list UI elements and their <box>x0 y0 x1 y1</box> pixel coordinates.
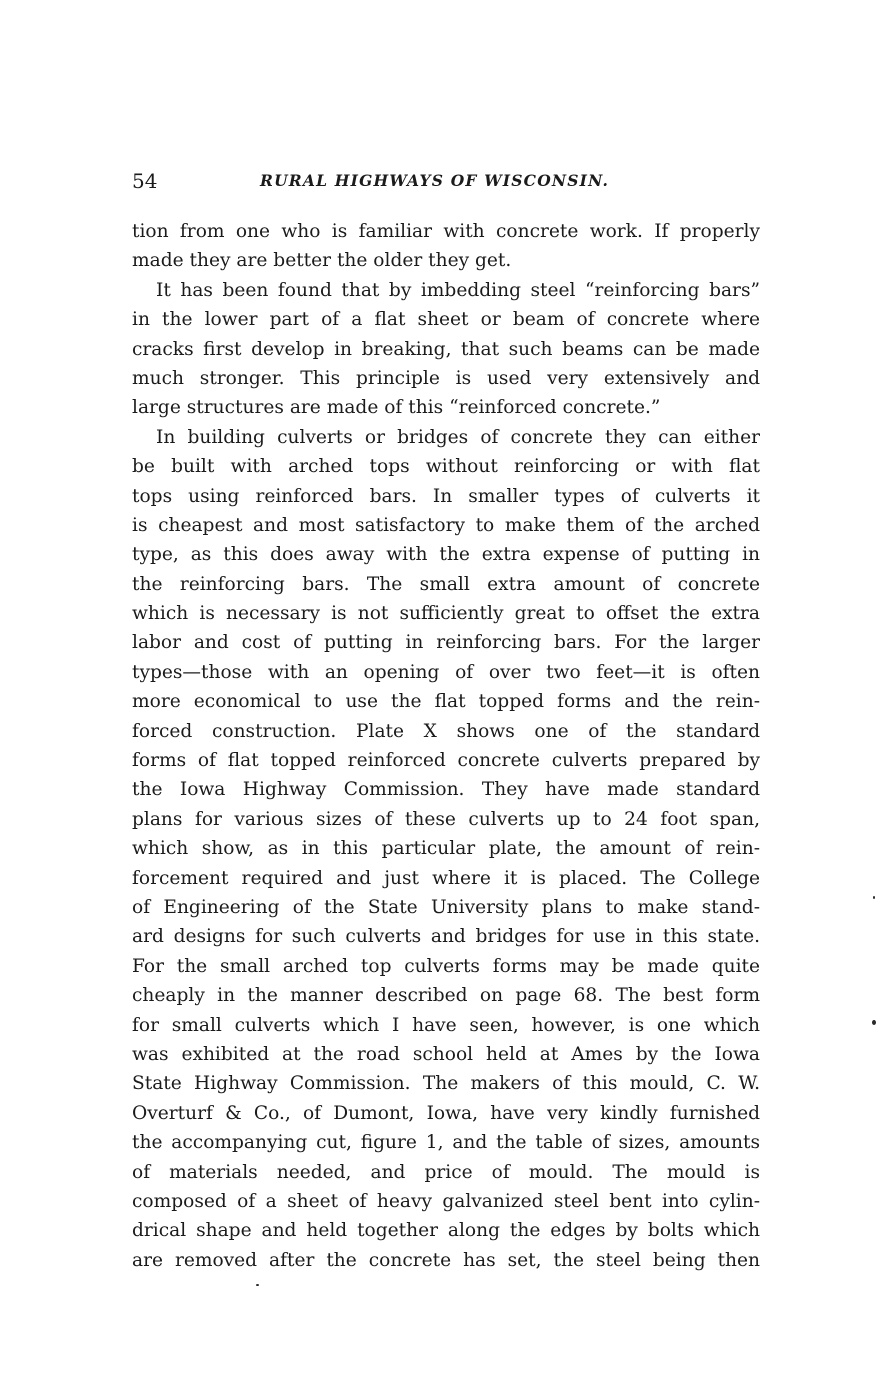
text-line: State Highway Commission. The makers of this mould, C. W. <box>132 1073 760 1095</box>
text-line: cheaply in the manner described on page 68. The best form <box>132 985 760 1007</box>
text-line: was exhibited at the road school held at Ames by the Iowa <box>132 1043 760 1065</box>
text-line: of materials needed, and price of mould. The mould is <box>132 1161 760 1183</box>
text-line: ard designs for such culverts and bridges for use in this state. <box>132 926 760 948</box>
text-line: forcement required and just where it is placed. The College <box>132 867 760 889</box>
text-line: For the small arched top culverts forms may be made quite <box>132 955 760 977</box>
text-line: plans for various sizes of these culverts up to 24 foot span, <box>132 808 760 830</box>
text-line: Overturf & Co., of Dumont, Iowa, have very kindly furnished <box>132 1102 760 1124</box>
text-line: much stronger. This principle is used very extensively and <box>132 367 760 389</box>
text-line: composed of a sheet of heavy galvanized steel bent into cylin- <box>132 1190 760 1212</box>
scan-speck <box>256 1284 259 1286</box>
page-header <box>132 166 760 196</box>
text-line: the reinforcing bars. The small extra amount of concrete <box>132 573 760 595</box>
text-line: It has been found that by imbedding steel “reinforcing bars” <box>156 279 760 301</box>
text-line: tion from one who is familiar with concrete work. If properly <box>132 221 760 242</box>
running-title: RURAL HIGHWAYS OF WISCONSIN. <box>260 171 610 190</box>
text-line: more economical to use the flat topped forms and the rein- <box>132 691 760 713</box>
text-line: drical shape and held together along the edges by bolts which <box>132 1220 760 1242</box>
text-line: which show, as in this particular plate, the amount of rein- <box>132 838 760 860</box>
scan-speck <box>872 1020 876 1025</box>
text-line: forms of flat topped reinforced concrete culverts prepared by <box>132 750 760 772</box>
text-line: labor and cost of putting in reinforcing bars. For the larger <box>132 632 760 654</box>
text-line: is cheapest and most satisfactory to make them of the arched <box>132 514 760 536</box>
text-line: large structures are made of this “reinforced concrete.” <box>132 397 661 419</box>
text-line: the Iowa Highway Commission. They have made standard <box>132 779 760 801</box>
text-line: are removed after the concrete has set, the steel being then <box>132 1249 760 1271</box>
text-line: for small culverts which I have seen, however, is one which <box>132 1014 760 1036</box>
text-line: forced construction. Plate X shows one of the standard <box>132 720 760 742</box>
text-line: type, as this does away with the extra expense of putting in <box>132 544 760 566</box>
text-line: In building culverts or bridges of concrete they can either <box>156 426 760 448</box>
scan-speck <box>873 896 875 899</box>
text-line: of Engineering of the State University plans to make stand- <box>132 896 760 918</box>
text-line: the accompanying cut, figure 1, and the table of sizes, amounts <box>132 1132 760 1154</box>
text-line: cracks first develop in breaking, that such beams can be made <box>132 338 760 360</box>
text-line: tops using reinforced bars. In smaller types of culverts it <box>132 485 760 507</box>
page-number: 54 <box>132 169 158 193</box>
body-text <box>132 217 760 1275</box>
text-line: made they are better the older they get. <box>132 250 512 272</box>
text-line: which is necessary is not sufficiently great to offset the extra <box>132 603 760 625</box>
text-line: be built with arched tops without reinforcing or with flat <box>132 456 760 478</box>
text-line: types—those with an opening of over two feet—it is often <box>132 661 760 683</box>
text-line: in the lower part of a flat sheet or beam of concrete where <box>132 309 760 331</box>
